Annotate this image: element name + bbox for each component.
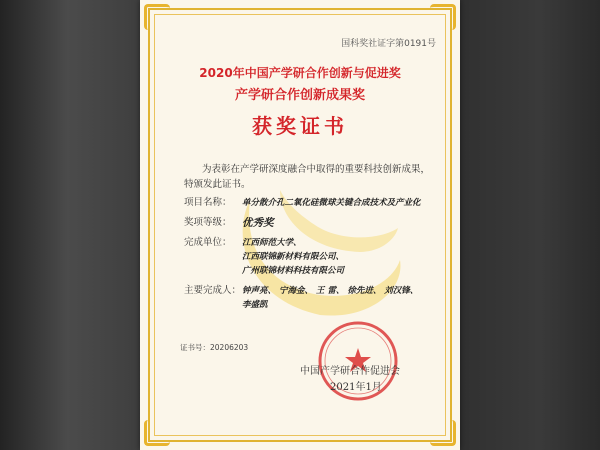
certificate-number: 证书号：20206203 [180,343,249,352]
certificate-heading: 获奖证书 [252,114,348,138]
intro-line-1: 为表彰在产学研深度融合中取得的重要科技创新成果， [202,164,431,175]
award-certificate [140,0,460,450]
persons-line-1: 钟声亮、 宁海金、 王 雷、 徐先进、 刘汉锋、 [242,286,419,296]
corner-ornament-top-right [430,4,456,30]
grade-label: 奖项等级： [184,217,232,228]
intro-text [184,162,434,192]
background-right [450,0,600,450]
intro-line-2: 特颁发此证书。 [184,179,251,190]
issue-date: 2021年1月 [330,382,382,393]
corner-ornament-top-left [144,4,170,30]
unit-2: 江西联锦新材料有限公司、 [242,252,345,262]
unit-1: 江西师范大学、 [242,238,302,248]
corner-ornament-bottom-right [430,420,456,446]
serial-number: 国科奖社证字第0191号 [341,39,436,49]
persons-value [242,284,418,312]
award-category: 产学研合作创新成果奖 [234,88,365,103]
issuer-name: 中国产学研合作促进会 [300,366,400,377]
grade-value: 优秀奖 [242,217,274,229]
unit-3: 广州联锦材料科技有限公司 [242,266,345,276]
units-label: 完成单位： [184,237,232,248]
persons-line-2: 李盛凯 [242,300,268,310]
units-row [184,236,344,278]
persons-label: 主要完成人： [184,285,242,296]
award-title: 2020年中国产学研合作创新与促进奖 [199,66,401,80]
background-left [0,0,150,450]
persons-row [184,284,418,312]
corner-ornament-bottom-left [144,420,170,446]
project-row [184,196,421,210]
project-label: 项目名称： [184,197,232,208]
project-value: 单分散介孔二氧化硅微球关键合成技术及产业化 [242,198,421,208]
grade-row [184,216,274,230]
units-value [242,236,344,278]
